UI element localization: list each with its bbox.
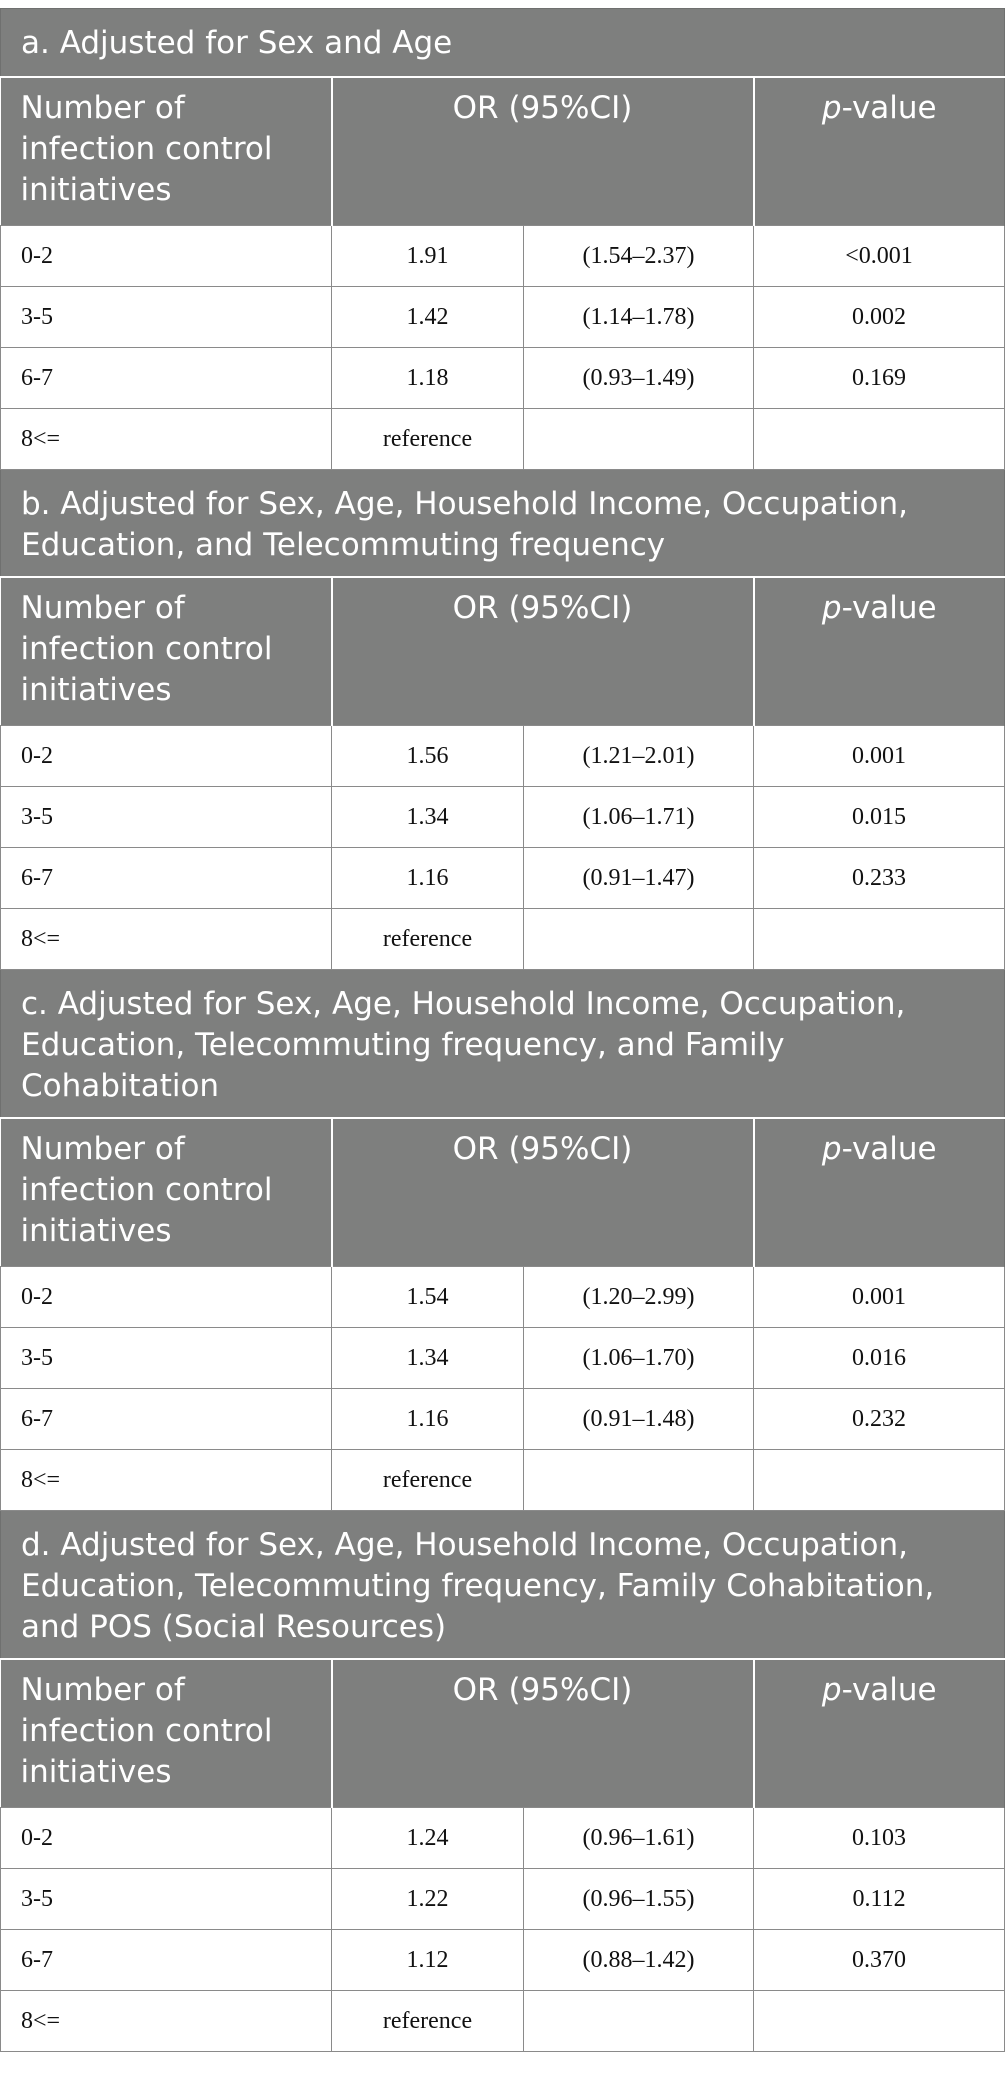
cell-p [754,909,1005,970]
section-title: a. Adjusted for Sex and Age [1,9,1005,78]
cell-ci: (1.54–2.37) [524,226,754,287]
cell-p [754,409,1005,470]
cell-p: 0.002 [754,287,1005,348]
cell-p: 0.370 [754,1930,1005,1991]
odds-ratio-table [0,8,1005,2052]
cell-or: reference [332,1991,524,2052]
cell-group: 0-2 [1,226,332,287]
cell-or: reference [332,409,524,470]
table-row [1,909,1005,970]
column-header-group: Number of infection control initiatives [1,1118,332,1267]
table-row [1,409,1005,470]
table-row [1,848,1005,909]
p-italic: p [821,590,842,626]
cell-group: 3-5 [1,1328,332,1389]
cell-ci: (1.20–2.99) [524,1267,754,1328]
cell-or: 1.16 [332,1389,524,1450]
cell-or: 1.34 [332,1328,524,1389]
header-row [1,577,1005,726]
cell-p: 0.103 [754,1808,1005,1869]
cell-or: reference [332,909,524,970]
cell-p: 0.016 [754,1328,1005,1389]
cell-or: reference [332,1450,524,1511]
column-header-group: Number of infection control initiatives [1,577,332,726]
cell-or: 1.16 [332,848,524,909]
table-row [1,287,1005,348]
cell-group: 3-5 [1,287,332,348]
column-header-p [754,1118,1005,1267]
cell-ci: (0.88–1.42) [524,1930,754,1991]
cell-p: 0.001 [754,726,1005,787]
cell-ci: (1.06–1.71) [524,787,754,848]
cell-or: 1.42 [332,287,524,348]
section-title-row [1,970,1005,1119]
cell-ci: (1.14–1.78) [524,287,754,348]
p-italic: p [821,1131,842,1167]
cell-p: 0.233 [754,848,1005,909]
column-header-group: Number of infection control initiatives [1,1659,332,1808]
p-italic: p [821,1672,842,1708]
cell-or: 1.56 [332,726,524,787]
cell-ci [524,1991,754,2052]
section-a [1,9,1005,470]
cell-ci: (0.96–1.61) [524,1808,754,1869]
table-row [1,1869,1005,1930]
cell-ci [524,909,754,970]
header-row [1,1118,1005,1267]
cell-group: 0-2 [1,1808,332,1869]
table-row [1,1328,1005,1389]
section-c [1,970,1005,1511]
cell-p [754,1991,1005,2052]
cell-or: 1.91 [332,226,524,287]
cell-or: 1.12 [332,1930,524,1991]
cell-group: 6-7 [1,1930,332,1991]
cell-group: 8<= [1,1991,332,2052]
header-row [1,1659,1005,1808]
column-header-p [754,577,1005,726]
section-title: c. Adjusted for Sex, Age, Household Income, Occupation, Education, Telecommuting frequency, and Family Cohabitation [1,970,1005,1119]
section-title-row [1,470,1005,578]
cell-p: 0.169 [754,348,1005,409]
cell-group: 6-7 [1,848,332,909]
column-header-p [754,1659,1005,1808]
cell-p: 0.001 [754,1267,1005,1328]
cell-ci: (0.96–1.55) [524,1869,754,1930]
cell-or: 1.54 [332,1267,524,1328]
cell-or: 1.18 [332,348,524,409]
cell-ci [524,1450,754,1511]
cell-ci [524,409,754,470]
cell-ci: (0.91–1.47) [524,848,754,909]
table-row [1,1450,1005,1511]
header-row [1,77,1005,226]
cell-group: 8<= [1,909,332,970]
section-d [1,1511,1005,2052]
cell-p: <0.001 [754,226,1005,287]
cell-group: 3-5 [1,787,332,848]
cell-p: 0.232 [754,1389,1005,1450]
column-header-or: OR (95%CI) [332,1659,754,1808]
column-header-or: OR (95%CI) [332,577,754,726]
section-title-row [1,9,1005,78]
table-row [1,226,1005,287]
cell-group: 6-7 [1,1389,332,1450]
p-suffix: -value [841,90,937,126]
cell-p [754,1450,1005,1511]
section-b [1,470,1005,970]
cell-group: 8<= [1,409,332,470]
table-row [1,348,1005,409]
column-header-group: Number of infection control initiatives [1,77,332,226]
cell-group: 0-2 [1,1267,332,1328]
table-row [1,726,1005,787]
cell-or: 1.34 [332,787,524,848]
table-row [1,787,1005,848]
p-suffix: -value [841,590,937,626]
cell-ci: (0.91–1.48) [524,1389,754,1450]
cell-group: 8<= [1,1450,332,1511]
cell-p: 0.015 [754,787,1005,848]
table-row [1,1267,1005,1328]
table-row [1,1991,1005,2052]
cell-ci: (1.06–1.70) [524,1328,754,1389]
column-header-or: OR (95%CI) [332,1118,754,1267]
table-row [1,1389,1005,1450]
section-title: b. Adjusted for Sex, Age, Household Income, Occupation, Education, and Telecommuting frequency [1,470,1005,578]
p-italic: p [821,90,842,126]
section-title-row [1,1511,1005,1660]
column-header-p [754,77,1005,226]
p-suffix: -value [841,1672,937,1708]
cell-p: 0.112 [754,1869,1005,1930]
cell-group: 0-2 [1,726,332,787]
cell-group: 3-5 [1,1869,332,1930]
cell-or: 1.22 [332,1869,524,1930]
cell-ci: (0.93–1.49) [524,348,754,409]
table-row [1,1808,1005,1869]
section-title: d. Adjusted for Sex, Age, Household Income, Occupation, Education, Telecommuting frequency, Family Cohabitation, and POS (Social Resources) [1,1511,1005,1660]
cell-ci: (1.21–2.01) [524,726,754,787]
cell-group: 6-7 [1,348,332,409]
column-header-or: OR (95%CI) [332,77,754,226]
p-suffix: -value [841,1131,937,1167]
table-row [1,1930,1005,1991]
cell-or: 1.24 [332,1808,524,1869]
